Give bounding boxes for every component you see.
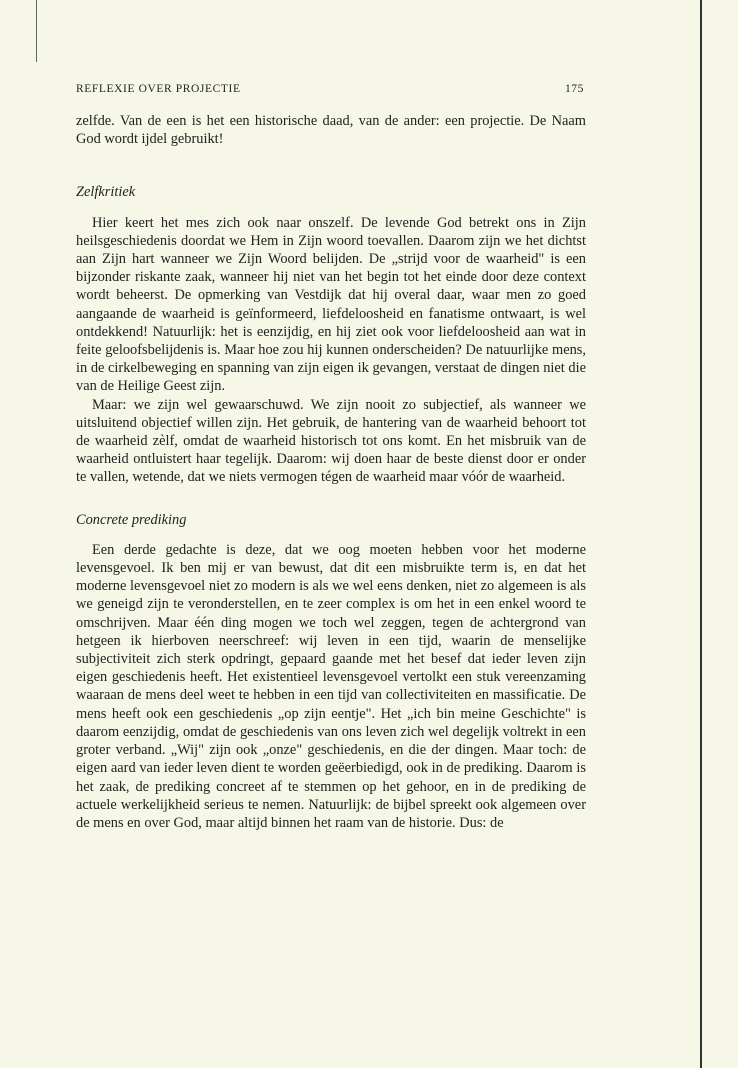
running-title: REFLEXIE OVER PROJECTIE	[76, 83, 241, 95]
section-heading-concrete-prediking: Concrete prediking	[76, 511, 187, 528]
paragraph: Een derde gedachte is deze, dat we oog moeten hebben voor het moderne levensgevoel. Ik ben mij er van bewust, dat dit een misbruikte term is, en dat het moderne levensgevoel niet zo modern is als we wel eens denken, niet zo algemeen is als we geneigd zijn te veronderstellen, en te zeer complex is om het in een enkel woord te omschrijven. Maar één ding mogen we toch wel zeggen, tegen de achtergrond van hetgeen ik hierboven neerschreef: wij leven in een tijd, waarin de menselijke subjectiviteit zich sterk opdringt, gepaard gaande met het besef dat ieder leven zijn eigen geschiedenis heeft. Het existentieel levensgevoel vertolkt een stuk vereenzaming waaraan de mens deel weet te hebben in een tijd van collectiviteiten en massificatie. De mens heeft ook een geschiedenis „op zijn eentje". Het „ich bin meine Geschichte" is daarom eenzijdig, omdat de geschiedenis van ons leven zich wel degelijk voltrekt in een groter verband. „Wij" zijn ook „onze" geschiedenis, en die der dingen. Maar toch: de eigen aard van ieder leven dient te worden geëerbiedigd, ook in de prediking. Daarom is het zaak, de prediking concreet af te stemmen op het gehoor, en in de prediking de actuele werkelijkheid serieus te nemen. Natuurlijk: de bijbel spreekt ook algemeen over de mens en over God, maar altijd binnen het raam van de historie. Dus: de	[76, 541, 586, 831]
page-edge-line-left	[36, 0, 37, 62]
paragraph: Maar: we zijn wel gewaarschuwd. We zijn nooit zo subjectief, als wanneer we uitsluitend objectief willen zijn. Het gebruik, de hantering van de waarheid behoort tot de waarheid zèlf, omdat de waarheid historisch tot ons komt. En het misbruik van de waarheid ontluistert haar tegelijk. Daarom: wij doen haar de beste dienst door er onder te vallen, wetende, dat we niets vermogen tégen de waarheid maar vóór de waarheid.	[76, 396, 586, 486]
page-edge-line-right	[700, 0, 702, 1068]
page-number: 175	[564, 83, 584, 95]
page-header	[76, 83, 584, 95]
paragraph: Hier keert het mes zich ook naar onszelf. De levende God betrekt ons in Zijn heilsgeschiedenis doordat we Hem in Zijn woord toevallen. Daarom zijn we het dichtst aan Zijn hart wanneer we Zijn Woord belijden. De „strijd voor de waarheid" is een bijzonder riskante zaak, wanneer hij niet van het begin tot het einde door deze context wordt beheerst. De opmerking van Vestdijk dat hij overal daar, waar men zo goed aangaande de waarheid is geïnformeerd, liefdeloosheid en fanatisme ontwaart, is wel ontdekkend! Natuurlijk: het is eenzijdig, en hij ziet ook voor liefdeloosheid aan wat in feite geloofsbelijdenis is. Maar hoe zou hij kunnen onderscheiden? De natuurlijke mens, in de cirkelbeweging en spanning van zijn eigen ik gevangen, verstaat de dingen niet die van de Heilige Geest zijn.	[76, 214, 586, 395]
section-heading-zelfkritiek: Zelfkritiek	[76, 184, 136, 201]
page-body	[76, 112, 586, 832]
opening-paragraph: zelfde. Van de een is het een historische daad, van de ander: een projectie. De Naam God wordt ijdel gebruikt!	[76, 113, 586, 148]
